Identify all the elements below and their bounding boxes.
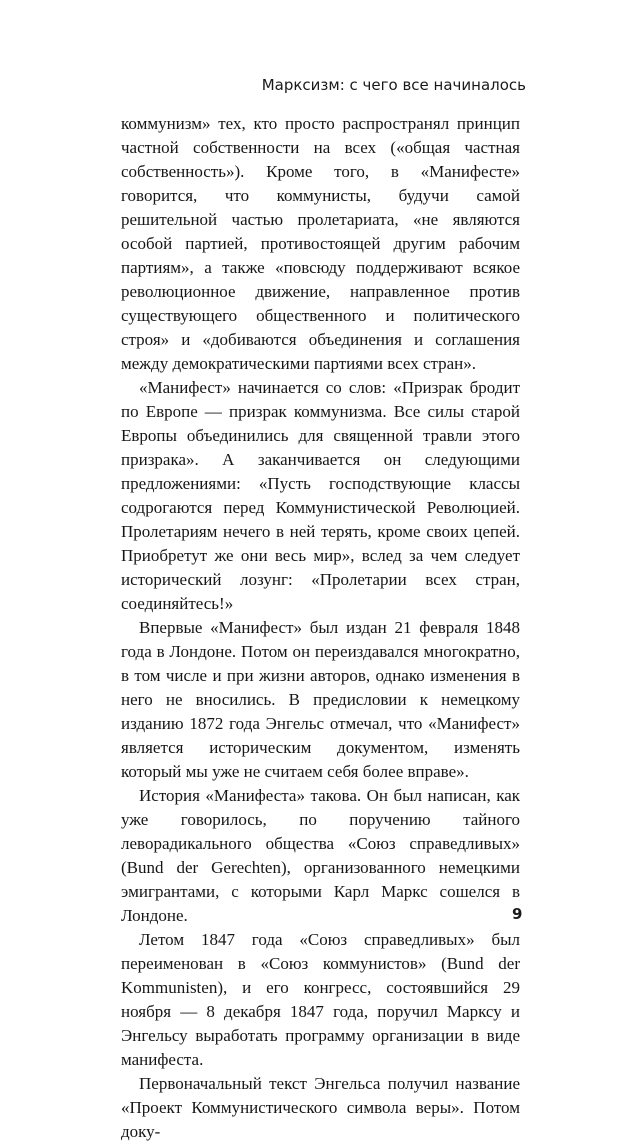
paragraph-2: «Манифест» начинается со слов: «Призрак бродит по Европе — призрак коммунизма. Все силы старой Европы объединились для священной травли этого призрака». А заканчивается он следующими предложениями: «Пусть господствующие классы содрогаются перед Коммунистической Революцией. Пролетариям нечего в ней терять, кроме своих цепей. Приобретут же они весь мир», вслед за чем следует исторический лозунг: «Пролетарии всех стран, соединяйтесь!»	[121, 378, 520, 613]
paragraph-3: Впервые «Манифест» был издан 21 февраля 1848 года в Лондоне. Потом он переиздавался многократно, в том числе и при жизни авторов, однако изменения в него не вносились. В предисловии к немецкому изданию 1872 года Энгельс отмечал, что «Манифест» является историческим документом, изменять который мы уже не считаем себя более вправе».	[121, 618, 520, 781]
paragraph-4: История «Манифеста» такова. Он был написан, как уже говорилось, по поручению тайного леворадикального общества «Союз справедливых» (Bund der Gerechten), организованного немецкими эмигрантами, с которыми Карл Маркс сошелся в Лондоне.	[121, 786, 520, 925]
running-head: Марксизм: с чего все начиналось	[261, 76, 526, 94]
paragraph-1: коммунизм» тех, кто просто распространял принцип частной собственности на всех («общая частная собственность»). Кроме того, в «Манифесте» говорится, что коммунисты, будучи самой решительной частью пролетариата, «не являются особой партией, противостоящей другим рабочим партиям», а также «повсюду поддерживают всякое революционное движение, направленное против существующего общественного и политического строя» и «добиваются объединения и соглашения между демократическими партиями всех стран».	[121, 114, 520, 373]
page-number: 9	[512, 905, 523, 923]
paragraph-6: Первоначальный текст Энгельса получил название «Проект Коммунистического символа веры». Потом доку-	[121, 1074, 520, 1141]
body-text	[121, 112, 523, 1144]
paragraph-5: Летом 1847 года «Союз справедливых» был переименован в «Союз коммунистов» (Bund der Kommunisten), и его конгресс, состоявшийся 29 ноября — 8 декабря 1847 года, поручил Марксу и Энгельсу выработать программу организации в виде манифеста.	[121, 930, 520, 1069]
